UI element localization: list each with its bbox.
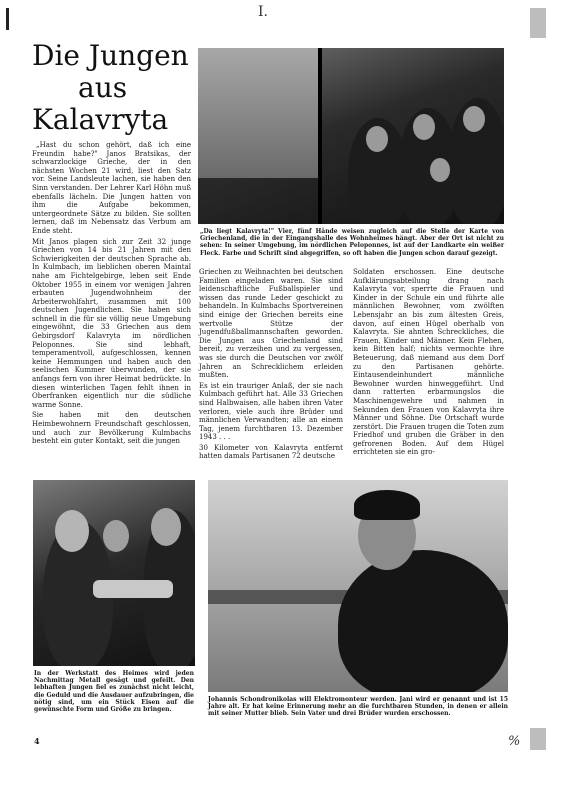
photo-workshop <box>33 480 195 666</box>
corner-mark: % <box>508 734 521 749</box>
corner-scan-mark <box>530 8 546 38</box>
headline-line-3: Kalavryta <box>32 103 169 136</box>
photo-jani <box>208 480 508 692</box>
paragraph: Soldaten erschossen. Eine deutsche Aufklärungsabteilung drang nach Kalavryta vor, sperrte die Frauen und Kinder in der Schule ein und führte alle männlichen Bewohner, vom zwölften Lebensjahr an bis zum ältesten Greis, davon, auf einen Hügel oberhalb von Kalavryta. Sie ahnten Schreckliches, die Frauen, Kinder und Männer. Kein Flehen, kein Bitten half; nichts vermochte ihre Beteuerung, daß niemand aus dem Dorf zu den Partisanen gehörte. Eintausendeinhundert männliche Bewohner wurden hinweggeführt. Und dann ratterten erbarmungslos die Maschinengewehre und nahmen in Sekunden den Frauen von Kalavryta ihre Männer und Söhne. Die Ortschaft wurde zerstört. Die Frauen trugen die Toten zum Friedhof und gruben die Gräber in den gefrorenen Boden. Auf dem Hügel errichteten sie ein gro- <box>353 268 504 457</box>
caption-workshop: In der Werkstatt des Heimes wird jeden Nachmittag Metall gesägt und gefeilt. Den lebhaften Jungen fiel es zunächst nicht leicht, die Geduld und die Ausdauer aufzubringen, die nötig sind, um ein Stück Eisen auf die gewünschte Form und Größe zu bringen. <box>34 670 194 714</box>
paragraph: „Hast du schon gehört, daß ich eine Freundin habe?" Janos Bratsikas, der schwarzlockige Grieche, der in den nächsten Wochen 21 wird, liest den Satz vor. Seine Landsleute lachen, sie haben den Sinn verstanden. Der Lehrer Karl Höhn muß ebenfalls lächeln. Die Jungen hatten von ihm die Aufgabe bekommen, untergeordnete Sätze zu bilden. Sie sollten lernen, daß im Nebensatz das Verbum am Ende steht. <box>32 141 191 235</box>
article-column-3 <box>353 268 504 459</box>
corner-scan-mark-bottom <box>530 728 546 750</box>
caption-top-photo: „Da liegt Kalavryta!" Vier, fünf Hände weisen zugleich auf die Stelle der Karte von Griechenland, die in der Eingangshalle des Wohnheimes hängt. Aber der Ort ist nicht zu sehen: In seiner Umgebung, im nördlichen Peloponnes, ist auf der Landkarte ein weißer Fleck. Farbe und Schrift sind abgegriffen, so oft haben die Jungen schon darauf gezeigt. <box>200 228 504 257</box>
headline <box>32 40 192 136</box>
paragraph: Griechen zu Weihnachten bei deutschen Familien eingeladen waren. Sie sind leidenschaftliche Fußballspieler und wissen das runde Leder geschickt zu behandeln. In Kulmbachs Sportvereinen sind einige der Griechen bereits eine wertvolle Stütze der Jugendfußballmannschaften geworden. Die Jungen aus Griechenland sind bereit, zu verzeihen und zu vergessen, was sie durch die Deutschen vor zwölf Jahren an Schrecklichem erleiden mußten. <box>199 268 343 380</box>
paragraph: 30 Kilometer von Kalavryta entfernt hatten damals Partisanen 72 deutsche <box>199 443 343 461</box>
caption-jani: Johannis Schondronikolas will Elektromonteur werden. Jani wird er genannt und ist 15 Jahre alt. Er hat keine Erinnerung mehr an die furchtbaren Stunden, in denen er allein mit seiner Mutter blieb. Sein Vater und drei Brüder wurden erschossen. <box>208 696 508 718</box>
headline-line-1: Die Jungen <box>32 39 189 72</box>
photo-map-boys <box>198 48 504 224</box>
edge-mark <box>6 8 9 30</box>
page-number: 4 <box>34 736 40 746</box>
article-column-1 <box>32 141 191 448</box>
paragraph: Mit Janos plagen sich zur Zeit 32 junge Griechen von 14 bis 21 Jahren mit den Schwierigkeiten der deutschen Sprache ab. In Kulmbach, im lieblichen oberen Maintal nahe am Fichtelgebirge, leben seit Ende Oktober 1955 in einem vor wenigen Jahren erbauten Jugendwohnheim der Arbeiterwohlfahrt, zusammen mit 100 deutschen Jugendlichen. Sie haben sich schnell in die für sie völlig neue Umgebung eingewöhnt, die 33 Griechen aus dem Gebirgsdorf Kalavryta im nördlichen Peloponnes. Sie sind lebhaft, temperamentvoll, aufgeschlossen, kennen keine Hemmungen und haben auch den seelischen Kummer überwunden, der sie anfangs fern von ihrer Heimat bedrückte. In diesen winterlichen Tagen fehlt ihnen in Oberfranken eigentlich nur die südliche warme Sonne. <box>32 237 191 409</box>
paragraph: Es ist ein trauriger Anlaß, der sie nach Kulmbach geführt hat. Alle 33 Griechen sind Halbwaisen, alle haben ihren Vater verloren, viele auch ihre Brüder und männlichen Verwandten; alle an einem Tag, jenem furchtbaren 13. Dezember 1943 . . . <box>199 381 343 442</box>
headline-line-2: aus <box>78 71 128 104</box>
page-mark: I. <box>258 4 268 20</box>
paragraph: Sie haben mit den deutschen Heimbewohnern Freundschaft geschlossen, und auch zur Bevölkerung Kulmbachs besteht ein guter Kontakt, seit die jungen <box>32 411 191 446</box>
article-column-2 <box>199 268 343 463</box>
